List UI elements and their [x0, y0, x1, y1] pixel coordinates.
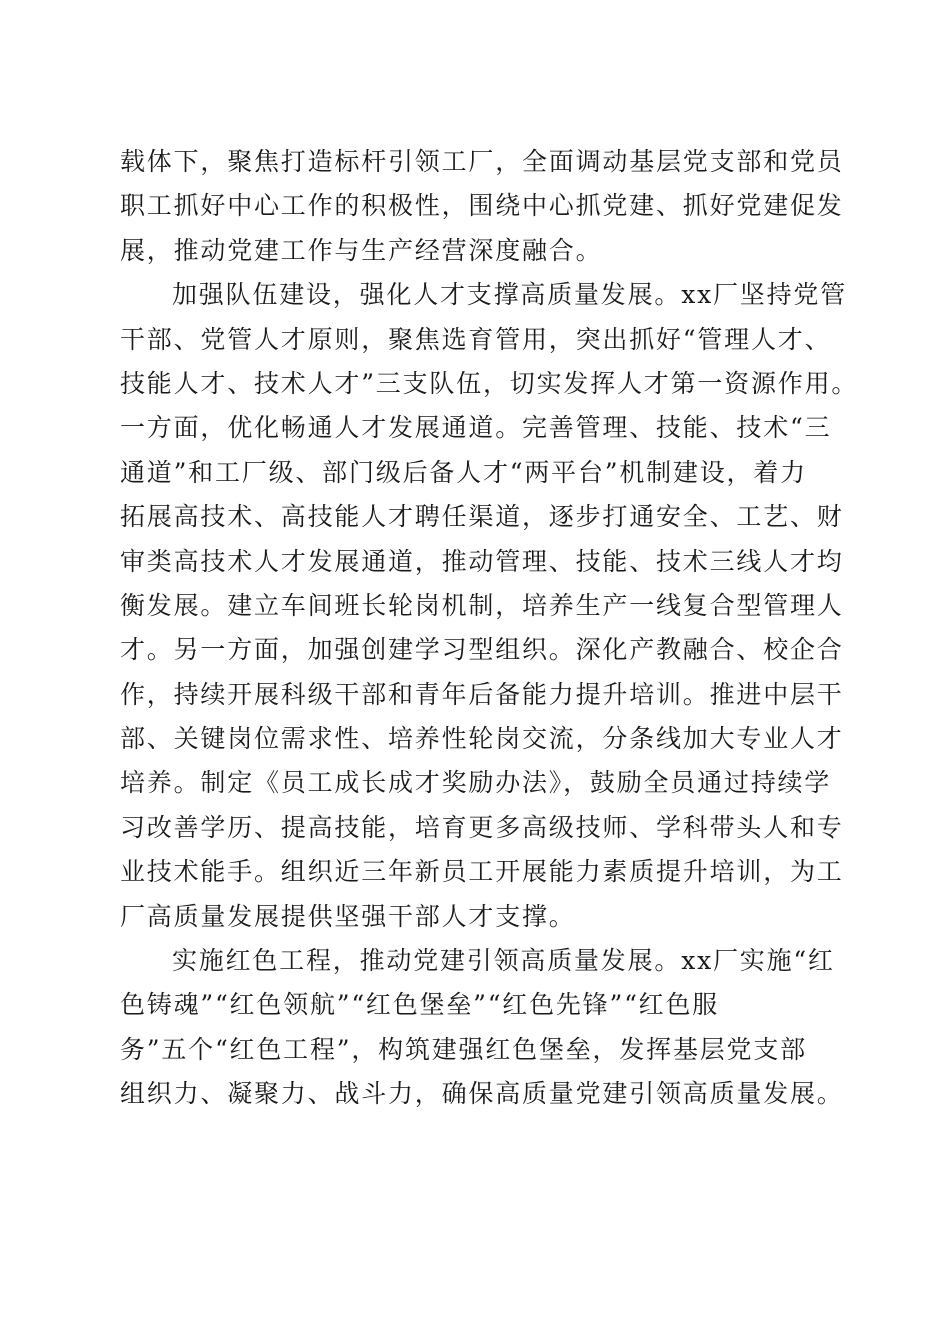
text-line: 一方面，优化畅通人才发展通道。完善管理、技能、技术“三	[120, 413, 832, 443]
text-line: 业技术能手。组织近三年新员工开展能力素质提升培训，为工	[120, 857, 844, 887]
text-line: 展，推动党建工作与生产经营深度融合。	[120, 235, 603, 265]
paragraph-start-line: 实施红色工程，推动党建引领高质量发展。xx厂实施“红	[172, 946, 835, 976]
text-line: 色铸魂”“红色领航”“红色堡垒”“红色先锋”“红色服	[120, 990, 720, 1020]
body-text	[120, 140, 859, 1117]
text-line: 载体下，聚焦打造标杆引领工厂，全面调动基层党支部和党员	[120, 147, 844, 176]
text-line: 作，持续开展科级干部和青年后备能力提升培训。推进中层干	[120, 679, 844, 709]
text-line: 通道”和工厂级、部门级后备人才“两平台”机制建设，着力	[120, 457, 807, 487]
text-line: 培养。制定《员工成长成才奖励办法》，鼓励全员通过持续学	[120, 768, 832, 798]
text-line: 组织力、凝聚力、战斗力，确保高质量党建引领高质量发展。	[120, 1079, 844, 1109]
paragraph-start-line: 加强队伍建设，强化人才支撑高质量发展。xx厂坚持党管	[172, 280, 848, 310]
text-line: 才。另一方面，加强创建学习型组织。深化产教融合、校企合	[120, 635, 844, 665]
text-line: 拓展高技术、高技能人才聘任渠道，逐步打通安全、工艺、财	[120, 502, 844, 532]
text-line: 审类高技术人才发展通道，推动管理、技能、技术三线人才均	[120, 546, 844, 576]
text-line: 厂高质量发展提供坚强干部人才支撑。	[120, 901, 576, 931]
text-line: 技能人才、技术人才”三支队伍，切实发挥人才第一资源作用。	[120, 368, 859, 398]
text-line: 职工抓好中心工作的积极性，围绕中心抓党建、抓好党建促发	[120, 191, 844, 221]
text-line: 部、关键岗位需求性、培养性轮岗交流，分条线加大专业人才	[120, 724, 844, 754]
text-line: 习改善学历、提高技能，培育更多高级技师、学科带头人和专	[120, 812, 844, 842]
text-line: 务”五个“红色工程”，构筑建强红色堡垒，发挥基层党支部	[120, 1034, 807, 1064]
text-line: 干部、党管人才原则，聚焦选育管用，突出抓好“管理人才、	[120, 324, 832, 354]
text-line: 衡发展。建立车间班长轮岗机制，培养生产一线复合型管理人	[120, 590, 844, 620]
